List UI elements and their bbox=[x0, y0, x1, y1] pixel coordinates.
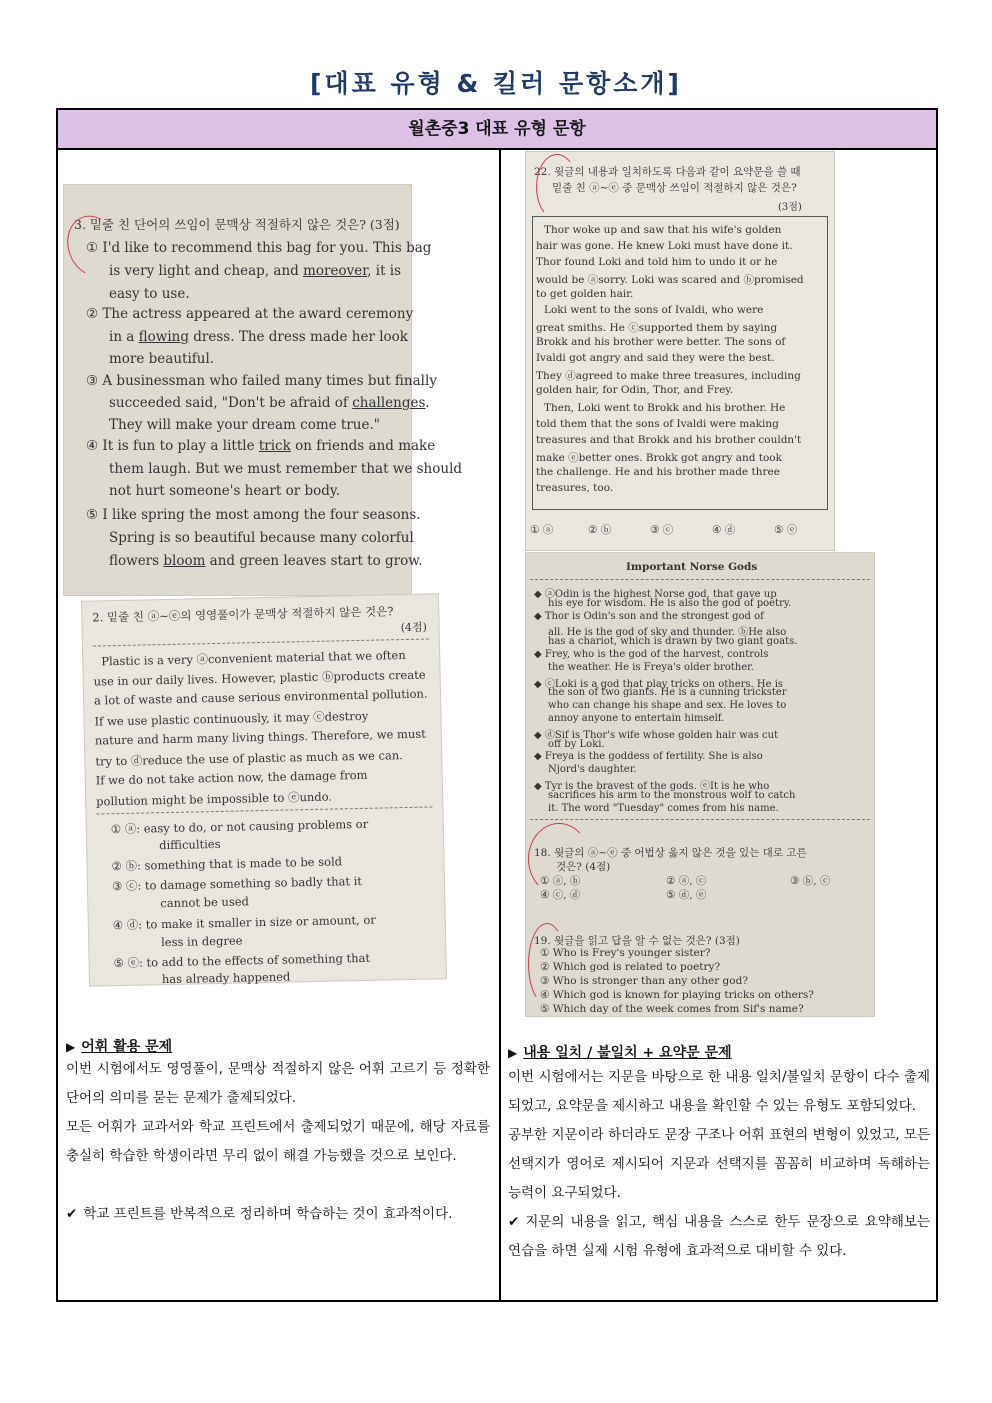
q22-passage-line: make ⓔbetter ones. Brokk got angry and took bbox=[536, 452, 782, 464]
paragraph: 이번 시험에서는 지문을 바탕으로 한 내용 일치/불일치 문항이 다수 출제되었고, 요약문을 제시하고 내용을 확인할 수 있는 유형도 포함되었다. bbox=[508, 1069, 930, 1114]
section-title-reading bbox=[508, 1042, 732, 1062]
gods-list-line: who can change his shape and sex. He loves to bbox=[548, 700, 787, 712]
gods-list-line: all. He is the god of sky and thunder. ⓑHe also bbox=[548, 627, 787, 639]
triangle-bullet-icon: ▶ bbox=[508, 1046, 518, 1060]
q2-passage-line: pollution might be impossible to ⓔundo. bbox=[96, 789, 333, 809]
photo-question-2 bbox=[82, 594, 446, 985]
q3-line: more beautiful. bbox=[109, 351, 215, 367]
gods-list-line: ◆ ⓐOdin is the highest Norse god, that gave up bbox=[534, 589, 777, 600]
q18-question: 것은? (4점) bbox=[556, 861, 611, 873]
q3-line: ③ A businessman who failed many times but finally bbox=[86, 373, 437, 389]
gods-list-line: ◆ Freya is the goddess of fertility. She is also bbox=[534, 751, 763, 763]
q22-passage-line: hair was gone. He knew Loki must have done it. bbox=[536, 240, 793, 252]
q3-line: They will make your dream come true." bbox=[109, 417, 380, 433]
section-title-text: 내용 일치 / 불일치 + 요약문 문제 bbox=[523, 1045, 732, 1061]
vocabulary-description bbox=[66, 1055, 490, 1229]
section-title-text: 어휘 활용 문제 bbox=[81, 1039, 173, 1055]
q19-question: 19. 윗글을 읽고 답을 알 수 없는 것은? (3점) bbox=[534, 935, 740, 947]
gods-list-line: ◆ Tyr is the bravest of the gods. ⓔIt is he who bbox=[534, 781, 770, 792]
q19-option: ③ Who is stronger than any other god? bbox=[540, 975, 748, 987]
tip-paragraph: ✔ 학교 프린트를 반복적으로 정리하며 학습하는 것이 효과적이다. bbox=[66, 1206, 453, 1222]
red-pen-mark bbox=[536, 154, 578, 220]
q18-option: ① ⓐ, ⓑ bbox=[540, 875, 581, 887]
q2-option: ② ⓑ: something that is made to be sold bbox=[111, 854, 343, 874]
q2-passage-line: use in our daily lives. However, plastic ⓑproducts create bbox=[93, 667, 426, 689]
q22-option: ① ⓐ bbox=[530, 524, 554, 536]
table-header: 월촌중3 대표 유형 문항 bbox=[58, 110, 936, 150]
q2-passage-line: nature and harm many living things. Therefore, we must bbox=[94, 726, 426, 748]
q2-passage-line: a lot of waste and cause serious environmental pollution. bbox=[93, 686, 428, 708]
q2-option: has already happened bbox=[161, 969, 291, 987]
q22-passage-line: told them that the sons of Ivaldi were making bbox=[536, 418, 779, 430]
q18-option: ⑤ ⓓ, ⓔ bbox=[666, 889, 707, 901]
q3-line: ② The actress appeared at the award ceremony bbox=[86, 306, 414, 322]
gods-list-line: sacrifices his arm to the monstrous wolf to catch bbox=[548, 789, 796, 801]
q22-passage-line: the challenge. He and his brother made three bbox=[536, 466, 780, 478]
gods-list-line: off by Loki. bbox=[548, 738, 605, 750]
q22-passage-line: treasures, too. bbox=[536, 482, 614, 494]
gods-list-line: his eye for wisdom. He is also the god of poetry. bbox=[548, 597, 792, 609]
q2-option: ① ⓐ: easy to do, or not causing problems or bbox=[110, 816, 369, 837]
q22-question: 22. 윗글의 내용과 일치하도록 다음과 같이 요약문을 쓸 때 bbox=[534, 166, 801, 178]
q22-option: ③ ⓒ bbox=[650, 524, 674, 536]
q22-passage-line: Brokk and his brother were better. The sons of bbox=[536, 336, 786, 348]
q2-option: ⑤ ⓔ: to add to the effects of something that bbox=[113, 950, 371, 971]
q3-line: is very light and cheap, and moreover, it is bbox=[109, 263, 402, 279]
triangle-bullet-icon: ▶ bbox=[66, 1040, 76, 1054]
q19-option: ② Which god is related to poetry? bbox=[540, 961, 721, 973]
q2-option: difficulties bbox=[158, 836, 221, 853]
q18-option: ③ ⓑ, ⓒ bbox=[790, 875, 831, 887]
q22-passage-line: They ⓓagreed to make three treasures, including bbox=[536, 370, 801, 382]
paragraph bbox=[66, 1171, 490, 1200]
q22-passage-line: Loki went to the sons of Ivaldi, who were bbox=[544, 304, 764, 316]
q22-passage-line: would be ⓐsorry. Loki was scared and ⓑpromised bbox=[536, 274, 804, 286]
q3-line: flowers bloom and green leaves start to grow. bbox=[109, 553, 423, 569]
gods-list-line: it. The word "Tuesday" comes from his name. bbox=[548, 802, 779, 814]
photo-norse-gods bbox=[526, 553, 874, 1016]
page-title: [대표 유형 & 킬러 문항소개] bbox=[310, 69, 682, 98]
q3-line: them laugh. But we must remember that we should bbox=[109, 461, 463, 477]
paragraph: 공부한 지문이라 하더라도 문장 구조나 어휘 표현의 변형이 있었고, 모든 선택지가 영어로 제시되어 지문과 선택지를 꼼꼼히 비교하며 독해하는 능력이 요구되었다. bbox=[508, 1127, 930, 1201]
q2-points: (4점) bbox=[400, 620, 427, 635]
q3-line: not hurt someone's heart or body. bbox=[109, 483, 340, 499]
q22-points: (3점) bbox=[778, 202, 802, 213]
q2-option: less in degree bbox=[161, 933, 243, 950]
q2-option: ③ ⓒ: to damage something so badly that it bbox=[111, 873, 363, 894]
paragraph: 모든 어휘가 교과서와 학교 프린트에서 출제되었기 때문에, 해당 자료를 충실히 학습한 학생이라면 무리 없이 해결 가능했을 것으로 보인다. bbox=[66, 1119, 490, 1164]
q3-line: in a flowing dress. The dress made her look bbox=[109, 329, 408, 345]
q2-passage-line: try to ⓓreduce the use of plastic as much as we can. bbox=[95, 748, 403, 769]
gods-list-line: ◆ Frey, who is the god of the harvest, controls bbox=[534, 649, 769, 660]
q22-option: ⑤ ⓔ bbox=[774, 524, 798, 536]
q22-passage-line: to get golden hair. bbox=[536, 288, 634, 300]
q22-passage-line: golden hair, for Odin, Thor, and Frey. bbox=[536, 384, 734, 396]
q22-passage-line: Thor woke up and saw that his wife's golden bbox=[544, 224, 782, 236]
q22-passage-line: Then, Loki went to Brokk and his brother. He bbox=[544, 402, 786, 414]
gods-list-line: the weather. He is Freya's older brother. bbox=[548, 661, 754, 673]
check-icon: ✔ bbox=[66, 1206, 78, 1222]
q3-line: easy to use. bbox=[109, 286, 190, 302]
dashed-separator bbox=[530, 579, 870, 580]
q19-option: ④ Which god is known for playing tricks on others? bbox=[540, 989, 814, 1001]
gods-list-line: Njord's daughter. bbox=[548, 764, 637, 776]
q18-option: ② ⓐ, ⓒ bbox=[666, 875, 707, 887]
q3-line: ① I'd like to recommend this bag for you. This bag bbox=[86, 240, 432, 256]
q2-question: 2. 밑줄 친 ⓐ~ⓔ의 영영풀이가 문맥상 적절하지 않은 것은? bbox=[92, 604, 394, 625]
gods-list-line: ◆ Thor is Odin's son and the strongest god of bbox=[534, 610, 764, 622]
column-divider bbox=[499, 150, 501, 1302]
q2-passage-line: If we use plastic continuously, it may ⓒdestroy bbox=[94, 708, 369, 729]
q3-line: ⑤ I like spring the most among the four seasons. bbox=[86, 507, 421, 523]
q3-question: 3. 밑줄 친 단어의 쓰임이 문맥상 적절하지 않은 것은? (3점) bbox=[74, 217, 400, 232]
q2-passage-line: If we do not take action now, the damage from bbox=[95, 767, 368, 788]
q22-passage-line: treasures and that Brokk and his brother couldn't bbox=[536, 434, 802, 446]
gods-list-line: has a chariot, which is drawn by two giant goats. bbox=[548, 636, 798, 648]
q18-question: 18. 윗글의 ⓐ~ⓔ 중 어법상 옳지 않은 것을 있는 대로 고른 bbox=[534, 847, 807, 859]
gods-list-line: ◆ ⓒLoki is a god that play tricks on others. He is bbox=[534, 678, 784, 690]
q2-option: ④ ⓓ: to make it smaller in size or amount, or bbox=[112, 912, 376, 933]
gods-list-line: annoy anyone to entertain himself. bbox=[548, 713, 725, 724]
tip-paragraph: ✔ 지문의 내용을 읽고, 핵심 내용을 스스로 한두 문장으로 요약해보는 연습을 하면 실제 시험 유형에 효과적으로 대비할 수 있다. bbox=[508, 1214, 930, 1259]
q22-passage-line: Thor found Loki and told him to undo it or he bbox=[536, 256, 778, 268]
q22-question: 밑줄 친 ⓐ~ⓔ 중 문맥상 쓰임이 적절하지 않은 것은? bbox=[552, 182, 797, 194]
q22-option: ④ ⓓ bbox=[712, 524, 736, 536]
section-title-vocabulary bbox=[66, 1036, 172, 1056]
photo-question-22 bbox=[526, 152, 834, 550]
gods-list-line: the son of two giants. He is a cunning trickster bbox=[548, 687, 787, 699]
q2-option: cannot be used bbox=[160, 894, 250, 911]
q19-option: ① Who is Frey's younger sister? bbox=[540, 947, 711, 959]
reading-description bbox=[508, 1063, 930, 1266]
gods-heading: Important Norse Gods bbox=[626, 561, 758, 573]
q22-passage-line: great smiths. He ⓒsupported them by saying bbox=[536, 322, 778, 334]
red-pen-mark bbox=[528, 923, 566, 1005]
q2-passage-line: Plastic is a very ⓐconvenient material that we often bbox=[101, 648, 406, 669]
q22-option: ② ⓑ bbox=[588, 524, 612, 536]
check-icon: ✔ bbox=[508, 1214, 520, 1230]
q3-line: succeeded said, "Don't be afraid of challenges. bbox=[109, 395, 430, 411]
photo-question-3 bbox=[64, 185, 463, 595]
q19-option: ⑤ Which day of the week comes from Sif's name? bbox=[540, 1003, 804, 1015]
paragraph: 이번 시험에서도 영영풀이, 문맥상 적절하지 않은 어휘 고르기 등 정확한 단어의 의미를 묻는 문제가 출제되었다. bbox=[66, 1061, 490, 1106]
dashed-separator bbox=[93, 639, 429, 647]
q18-option: ④ ⓒ, ⓓ bbox=[540, 889, 581, 901]
red-pen-mark bbox=[528, 823, 590, 895]
q3-line: ④ It is fun to play a little trick on friends and make bbox=[86, 438, 436, 454]
dashed-separator bbox=[530, 819, 870, 820]
gods-list-line: ◆ ⓓSif is Thor's wife whose golden hair was cut bbox=[534, 729, 779, 741]
q22-passage-line: Ivaldi got angry and said they were the best. bbox=[536, 352, 775, 364]
q3-line: Spring is so beautiful because many colorful bbox=[109, 530, 414, 546]
